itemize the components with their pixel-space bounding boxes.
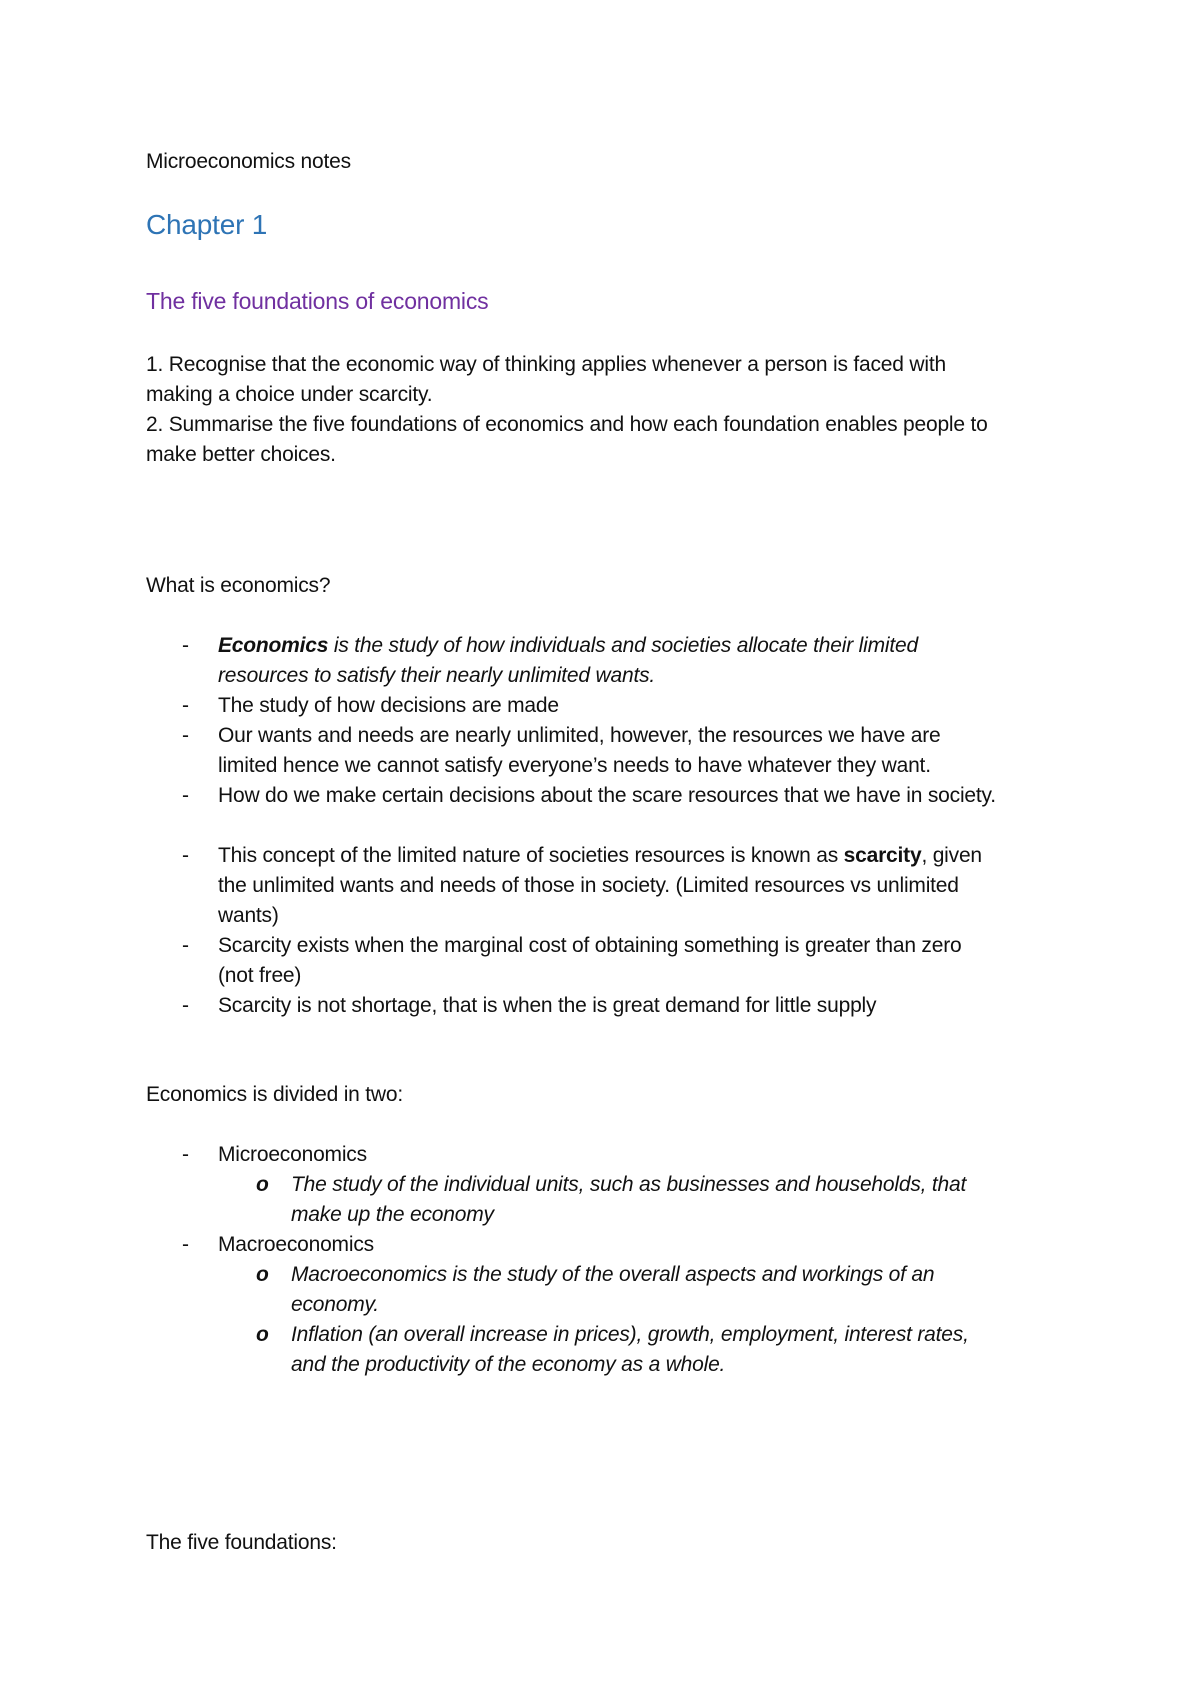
term-scarcity: scarcity	[843, 844, 922, 867]
objective-line-1: 1. Recognise that the economic way of thinking applies whenever a person is faced with	[146, 353, 946, 376]
term-economics: Economics	[218, 634, 329, 657]
bullet-dash: -	[182, 784, 189, 807]
bullet-dash: -	[182, 724, 189, 747]
what-is-heading: What is economics?	[146, 574, 331, 597]
document-page: Microeconomics notes Chapter 1 The five foundations of economics 1. Recognise that the economic way of thinking applies whenever a person is faced with making a choice under scarcity. 2. Summarise the five foundations of economics and how each foundation enables people to make better choices. What is economics? - Economics is the study of how individuals and societies allocate their limited resources to satisfy their nearly unlimited wants. - The study of how decisions are made - Our wants and needs are nearly unlimited, however, the resources we have are limited hence we cannot satisfy everyone’s needs to have whatever they want. - How do we make certain decisions about the scare resources that we have in society. - This concept of the limited nature of societies resources is known as scarcity, given the unlimited wants and needs of those in society. (Limited resources vs unlimited wants) - Scarcity exists when the marginal cost of obtaining something is greater than zero (not free) - Scarcity is not shortage, that is when the is great demand for little supply Economics is divided in two: - Microeconomics o The study of the individual units, such as businesses and households, that make up the economy - Macroeconomics o Macroeconomics is the study of the overall aspects and workings of an economy. o Inflation (an overall increase in prices), growth, employment, interest rates, and the productivity of the economy as a whole. The five foundations:	[0, 0, 1200, 1698]
bullet-dash: -	[182, 1233, 189, 1256]
five-foundations-heading: The five foundations:	[146, 1531, 337, 1554]
sub-bullet: o	[256, 1323, 269, 1346]
section-heading: The five foundations of economics	[146, 288, 489, 314]
sub-bullet: o	[256, 1173, 269, 1196]
objective-line-2: making a choice under scarcity.	[146, 383, 433, 406]
bullet-dash: -	[182, 844, 189, 867]
chapter-heading: Chapter 1	[146, 209, 268, 240]
bullet-dash: -	[182, 1143, 189, 1166]
sub-bullet: o	[256, 1263, 269, 1286]
bullet-dash: -	[182, 694, 189, 717]
document-title: Microeconomics notes	[146, 150, 351, 173]
objective-line-3: 2. Summarise the five foundations of economics and how each foundation enables people to	[146, 413, 988, 436]
divided-heading: Economics is divided in two:	[146, 1083, 404, 1106]
bullet-dash: -	[182, 634, 189, 657]
objective-line-4: make better choices.	[146, 443, 336, 466]
bullet-dash: -	[182, 994, 189, 1017]
bullet-dash: -	[182, 934, 189, 957]
